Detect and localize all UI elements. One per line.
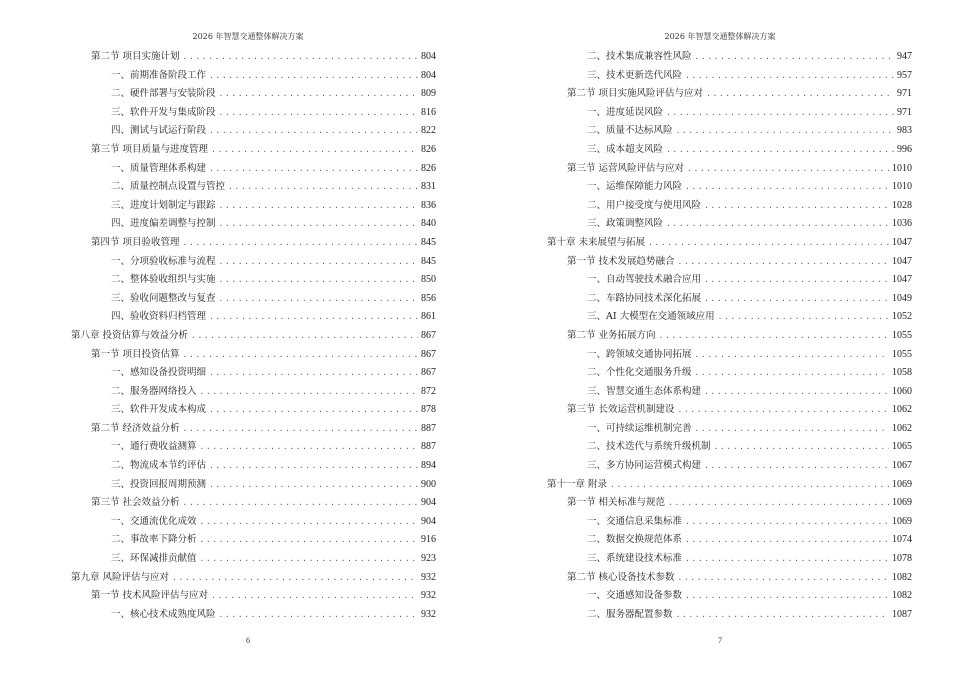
toc-entry[interactable] (71, 550, 436, 569)
dot-leader (200, 383, 418, 402)
toc-entry-label: 第二节 经济效益分析 (91, 422, 180, 434)
dot-leader (219, 197, 418, 216)
toc-entry-label: 二、质量控制点设置与管控 (111, 181, 226, 193)
toc-entry-page: 1062 (892, 422, 912, 434)
toc-entry-label: 一、通行费收益测算 (111, 441, 197, 453)
toc-entry[interactable] (547, 197, 912, 216)
toc-list (547, 48, 912, 624)
toc-entry-page: 1055 (892, 329, 912, 341)
toc-entry[interactable] (547, 327, 912, 346)
dot-leader (200, 550, 418, 569)
dot-leader (211, 141, 418, 160)
toc-entry[interactable] (71, 531, 436, 550)
dot-leader (695, 48, 894, 67)
dot-leader (678, 401, 889, 420)
toc-entry-page: 1036 (892, 218, 912, 230)
dot-leader (695, 346, 889, 365)
dot-leader (685, 587, 889, 606)
toc-entry-label: 一、自动驾驶技术融合应用 (587, 274, 702, 286)
toc-entry-page: 822 (421, 125, 436, 137)
dot-leader (209, 122, 418, 141)
toc-entry-label: 一、感知设备投资明细 (111, 367, 207, 379)
toc-entry-page: 1055 (892, 348, 912, 360)
dot-leader (209, 67, 418, 86)
toc-entry-label: 第一节 技术发展趋势融合 (567, 255, 675, 267)
dot-leader (200, 438, 418, 457)
toc-entry[interactable] (71, 160, 436, 179)
toc-entry-label: 三、进度计划制定与跟踪 (111, 199, 216, 211)
toc-entry[interactable] (547, 178, 912, 197)
toc-entry[interactable] (547, 420, 912, 439)
toc-entry-label: 四、验收资料归档管理 (111, 311, 207, 323)
toc-entry-page: 1087 (892, 608, 912, 620)
page-number: 6 (246, 636, 250, 645)
dot-leader (209, 364, 418, 383)
toc-entry[interactable] (71, 197, 436, 216)
toc-entry-label: 三、环保减排贡献值 (111, 553, 197, 565)
dot-leader (209, 160, 418, 179)
toc-entry-page: 867 (421, 367, 436, 379)
toc-entry-page: 1069 (892, 515, 912, 527)
toc-entry[interactable] (71, 383, 436, 402)
toc-entry-page: 904 (421, 497, 436, 509)
toc-entry[interactable] (71, 494, 436, 513)
dot-leader (209, 476, 418, 495)
toc-entry-label: 二、技术集成兼容性风险 (587, 51, 692, 62)
toc-entry[interactable] (71, 606, 436, 625)
toc-entry-label: 二、车路协同技术深化拓展 (587, 292, 702, 304)
toc-entry[interactable] (547, 494, 912, 513)
dot-leader (610, 476, 889, 495)
toc-entry-page: 1058 (892, 367, 912, 379)
toc-entry-label: 一、交通感知设备参数 (587, 590, 683, 602)
toc-entry-page: 861 (421, 311, 436, 323)
toc-entry[interactable] (71, 401, 436, 420)
toc-entry-page: 947 (897, 51, 912, 62)
toc-entry[interactable] (71, 438, 436, 457)
running-header: 2026 年智慧交通整体解决方案 (192, 32, 304, 41)
toc-entry-label: 二、硬件部署与安装阶段 (111, 88, 216, 100)
toc-entry-page: 894 (421, 460, 436, 472)
toc-entry-label: 一、进度延误风险 (587, 106, 664, 118)
toc-entry-page: 1082 (892, 571, 912, 583)
toc-entry-label: 二、质量不达标风险 (587, 125, 673, 137)
toc-entry[interactable] (547, 569, 912, 588)
toc-entry[interactable] (71, 513, 436, 532)
dot-leader (183, 494, 418, 513)
dot-leader (704, 197, 889, 216)
toc-entry-page: 1065 (892, 441, 912, 453)
toc-entry[interactable] (71, 215, 436, 234)
toc-entry-page: 932 (421, 608, 436, 620)
page-number: 7 (718, 636, 722, 645)
toc-entry-page: 916 (421, 534, 436, 546)
dot-leader (685, 513, 889, 532)
toc-entry-label: 二、整体验收组织与实施 (111, 274, 216, 286)
toc-entry-page: 996 (897, 143, 912, 155)
toc-entry[interactable] (71, 234, 436, 253)
toc-entry-label: 第二节 业务拓展方向 (567, 329, 656, 341)
dot-leader (687, 160, 889, 179)
toc-entry-page: 1082 (892, 590, 912, 602)
toc-entry-page: 1062 (892, 404, 912, 416)
toc-entry-page: 1047 (892, 236, 912, 248)
toc-entry-page: 826 (421, 162, 436, 174)
toc-entry[interactable] (547, 457, 912, 476)
toc-entry-label: 第一节 相关标准与规范 (567, 497, 666, 509)
toc-entry[interactable] (71, 67, 436, 86)
toc-entry-label: 一、前期准备阶段工作 (111, 69, 207, 81)
toc-entry-label: 一、核心技术成熟度风险 (111, 608, 216, 620)
dot-leader (706, 85, 894, 104)
toc-entry-page: 809 (421, 88, 436, 100)
toc-entry-page: 867 (421, 348, 436, 360)
toc-entry-label: 二、服务器网络投入 (111, 385, 197, 397)
toc-entry-page: 816 (421, 106, 436, 118)
toc-entry[interactable] (71, 253, 436, 272)
dot-leader (704, 383, 889, 402)
toc-entry-page: 831 (421, 181, 436, 193)
toc-entry[interactable] (547, 346, 912, 365)
dot-leader (200, 513, 418, 532)
toc-entry[interactable] (71, 420, 436, 439)
toc-entry-page: 887 (421, 441, 436, 453)
toc-entry[interactable] (71, 48, 436, 67)
toc-entry-label: 第二节 项目实施计划 (91, 51, 180, 62)
toc-entry-label: 第三节 长效运营机制建设 (567, 404, 675, 416)
dot-leader (219, 606, 418, 625)
toc-entry[interactable] (547, 550, 912, 569)
toc-entry-page: 867 (421, 329, 436, 341)
toc-entry[interactable] (547, 587, 912, 606)
dot-leader (219, 85, 418, 104)
toc-entry-label: 第三节 运营风险评估与应对 (567, 162, 685, 174)
toc-entry[interactable] (71, 308, 436, 327)
dot-leader (209, 401, 418, 420)
dot-leader (685, 531, 889, 550)
toc-entry[interactable] (547, 85, 912, 104)
toc-entry-label: 一、分项验收标准与流程 (111, 255, 216, 267)
toc-entry[interactable] (71, 476, 436, 495)
toc-entry-page: 923 (421, 553, 436, 565)
dot-leader (704, 290, 889, 309)
toc-entry-label: 三、投资回报周期预测 (111, 478, 207, 490)
toc-entry-label: 第九章 风险评估与应对 (71, 571, 170, 583)
toc-entry-page: 804 (421, 51, 436, 62)
toc-entry[interactable] (547, 67, 912, 86)
toc-entry-page: 983 (897, 125, 912, 137)
dot-leader (219, 104, 418, 123)
toc-entry[interactable] (71, 178, 436, 197)
dot-leader (191, 327, 418, 346)
toc-entry-label: 一、跨领域交通协同拓展 (587, 348, 692, 360)
toc-entry-page: 1010 (892, 181, 912, 193)
toc-entry[interactable] (71, 364, 436, 383)
toc-entry-label: 三、AI 大模型在交通领域应用 (587, 311, 715, 323)
toc-entry-label: 三、软件开发成本构成 (111, 404, 207, 416)
toc-entry[interactable] (547, 438, 912, 457)
toc-entry-label: 三、系统建设技术标准 (587, 553, 683, 565)
toc-list (71, 48, 436, 624)
toc-entry-label: 一、质量管理体系构建 (111, 162, 207, 174)
dot-leader (211, 587, 418, 606)
toc-entry-page: 878 (421, 404, 436, 416)
toc-entry[interactable] (71, 327, 436, 346)
dot-leader (678, 253, 889, 272)
dot-leader (666, 104, 894, 123)
dot-leader (666, 215, 889, 234)
dot-leader (219, 271, 418, 290)
toc-entry-label: 一、运维保障能力风险 (587, 181, 683, 193)
toc-entry-label: 第二节 项目实施风险评估与应对 (567, 88, 704, 100)
toc-entry-label: 第八章 投资估算与效益分析 (71, 329, 189, 341)
toc-entry[interactable] (71, 346, 436, 365)
dot-leader (704, 457, 889, 476)
toc-entry-label: 第二节 核心设备技术参数 (567, 571, 675, 583)
toc-entry[interactable] (71, 141, 436, 160)
toc-entry-page: 1069 (892, 478, 912, 490)
toc-entry-page: 1078 (892, 553, 912, 565)
toc-entry-page: 836 (421, 199, 436, 211)
toc-entry-label: 一、交通流优化成效 (111, 515, 197, 527)
right-page (480, 0, 960, 682)
toc-entry[interactable] (547, 476, 912, 495)
toc-entry-page: 1049 (892, 292, 912, 304)
dot-leader (718, 308, 889, 327)
running-header: 2026 年智慧交通整体解决方案 (664, 32, 776, 41)
toc-entry-label: 三、多方协同运营模式构建 (587, 460, 702, 472)
dot-leader (648, 234, 889, 253)
toc-entry-label: 第一节 项目投资估算 (91, 348, 180, 360)
toc-entry-label: 第十一章 附录 (547, 478, 608, 490)
toc-entry-page: 1047 (892, 255, 912, 267)
toc-entry-label: 二、个性化交通服务升级 (587, 367, 692, 379)
dot-leader (659, 327, 889, 346)
dot-leader (209, 457, 418, 476)
toc-entry-page: 872 (421, 385, 436, 397)
toc-entry-page: 1069 (892, 497, 912, 509)
toc-entry-page: 1010 (892, 162, 912, 174)
dot-leader (676, 122, 894, 141)
toc-entry-label: 第十章 未来展望与拓展 (547, 236, 646, 248)
toc-entry[interactable] (71, 569, 436, 588)
toc-entry-label: 三、技术更新迭代风险 (587, 69, 683, 81)
dot-leader (685, 550, 889, 569)
toc-entry-page: 1028 (892, 199, 912, 211)
dot-leader (668, 494, 889, 513)
toc-entry-label: 三、软件开发与集成阶段 (111, 106, 216, 118)
dot-leader (183, 346, 418, 365)
toc-entry-page: 971 (897, 88, 912, 100)
dot-leader (228, 178, 418, 197)
toc-entry-page: 904 (421, 515, 436, 527)
dot-leader (695, 364, 889, 383)
toc-entry[interactable] (547, 364, 912, 383)
toc-entry-page: 856 (421, 292, 436, 304)
toc-entry-page: 840 (421, 218, 436, 230)
toc-entry[interactable] (547, 234, 912, 253)
dot-leader (183, 48, 418, 67)
dot-leader (695, 420, 889, 439)
toc-entry[interactable] (547, 160, 912, 179)
toc-entry-page: 932 (421, 571, 436, 583)
toc-entry[interactable] (547, 215, 912, 234)
dot-leader (219, 290, 418, 309)
toc-entry-label: 一、交通信息采集标准 (587, 515, 683, 527)
dot-leader (209, 308, 418, 327)
toc-entry[interactable] (71, 122, 436, 141)
toc-entry-page: 845 (421, 236, 436, 248)
toc-entry-label: 一、可持续运维机制完善 (587, 422, 692, 434)
toc-entry-label: 二、技术迭代与系统升级机制 (587, 441, 711, 453)
toc-entry-label: 三、政策调整风险 (587, 218, 664, 230)
toc-entry[interactable] (71, 85, 436, 104)
dot-leader (676, 606, 889, 625)
toc-entry[interactable] (547, 531, 912, 550)
toc-entry[interactable] (71, 104, 436, 123)
dot-leader (678, 569, 889, 588)
dot-leader (183, 234, 418, 253)
toc-entry-label: 四、测试与试运行阶段 (111, 125, 207, 137)
toc-entry[interactable] (547, 290, 912, 309)
toc-entry-page: 1074 (892, 534, 912, 546)
dot-leader (219, 253, 418, 272)
toc-entry[interactable] (547, 253, 912, 272)
toc-entry[interactable] (547, 308, 912, 327)
toc-entry-label: 三、智慧交通生态体系构建 (587, 385, 702, 397)
toc-entry-page: 887 (421, 422, 436, 434)
dot-leader (200, 531, 418, 550)
toc-entry-label: 四、进度偏差调整与控制 (111, 218, 216, 230)
toc-entry[interactable] (547, 383, 912, 402)
dot-leader (666, 141, 894, 160)
toc-entry-label: 第一节 技术风险评估与应对 (91, 590, 209, 602)
toc-entry-label: 二、用户接受度与使用风险 (587, 199, 702, 211)
dot-leader (219, 215, 418, 234)
toc-entry[interactable] (547, 606, 912, 625)
toc-entry-label: 二、服务器配置参数 (587, 608, 673, 620)
toc-entry-label: 二、事故率下降分析 (111, 534, 197, 546)
toc-entry[interactable] (547, 104, 912, 123)
toc-entry-label: 第三节 项目质量与进度管理 (91, 143, 209, 155)
toc-entry-label: 二、物流成本节约评估 (111, 460, 207, 472)
toc-entry-page: 826 (421, 143, 436, 155)
toc-entry[interactable] (547, 513, 912, 532)
toc-entry-label: 第三节 社会效益分析 (91, 497, 180, 509)
toc-entry[interactable] (547, 141, 912, 160)
toc-entry-label: 二、数据交换规范体系 (587, 534, 683, 546)
toc-entry-page: 1060 (892, 385, 912, 397)
toc-entry-page: 845 (421, 255, 436, 267)
toc-entry-page: 1067 (892, 460, 912, 472)
toc-entry-page: 957 (897, 69, 912, 81)
toc-entry-page: 900 (421, 478, 436, 490)
dot-leader (685, 67, 894, 86)
toc-entry-label: 第四节 项目验收管理 (91, 236, 180, 248)
dot-leader (685, 178, 889, 197)
toc-entry[interactable] (71, 271, 436, 290)
toc-entry[interactable] (71, 457, 436, 476)
dot-leader (714, 438, 889, 457)
toc-entry-page: 850 (421, 274, 436, 286)
toc-entry-page: 971 (897, 106, 912, 118)
toc-entry[interactable] (71, 587, 436, 606)
toc-entry-label: 三、验收问题整改与复查 (111, 292, 216, 304)
toc-entry-page: 1047 (892, 274, 912, 286)
toc-entry-label: 三、成本超支风险 (587, 143, 664, 155)
toc-entry-page: 932 (421, 590, 436, 602)
dot-leader (172, 569, 418, 588)
dot-leader (704, 271, 889, 290)
toc-entry[interactable] (547, 48, 912, 67)
toc-entry-page: 1052 (892, 311, 912, 323)
toc-entry[interactable] (547, 271, 912, 290)
toc-entry[interactable] (71, 290, 436, 309)
dot-leader (183, 420, 418, 439)
toc-entry[interactable] (547, 401, 912, 420)
toc-entry[interactable] (547, 122, 912, 141)
toc-entry-page: 804 (421, 69, 436, 81)
